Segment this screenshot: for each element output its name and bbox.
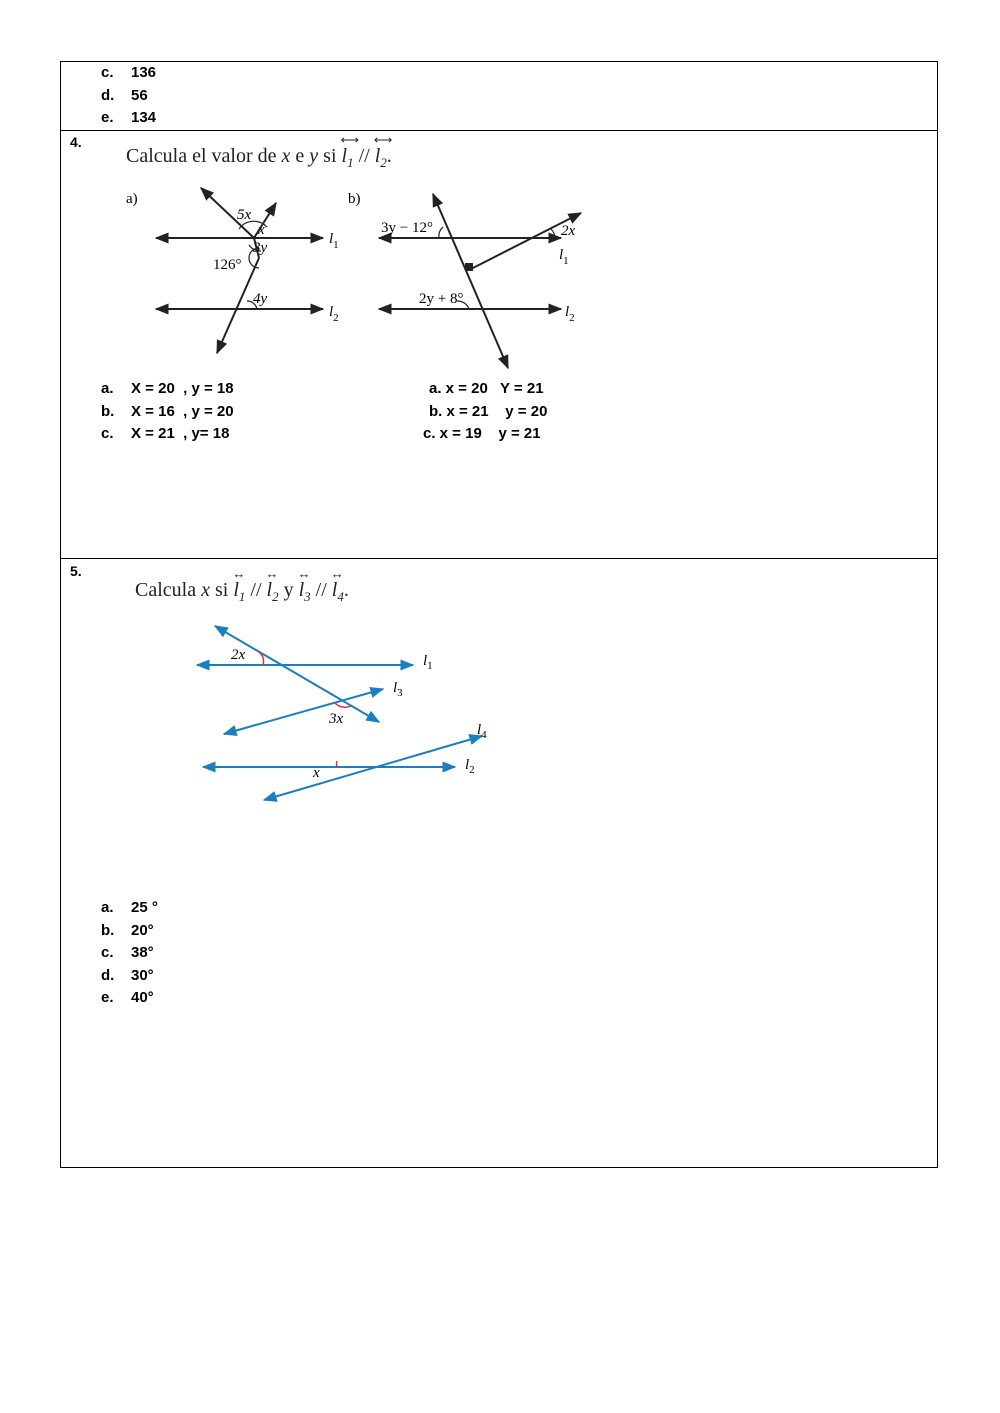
question-3-options-box — [60, 61, 938, 131]
transversal-b — [433, 194, 508, 368]
angle-x: x — [258, 222, 265, 238]
option-e: e. 134 — [101, 109, 157, 126]
option-a-figure-b: a. x = 20 Y = 21 — [429, 380, 544, 397]
option-a: a. 25 ° — [101, 899, 158, 916]
angle-3x: 3x — [329, 711, 344, 727]
vector-l2: ⟷ $l_2$ — [373, 132, 393, 170]
label-l3: $l_3$ — [393, 680, 403, 699]
angle-2y-8: 2y + 8° — [419, 291, 464, 307]
option-b-figure-b: b. x = 21 y = 20 — [429, 403, 548, 420]
label-l4: $l_4$ — [477, 722, 487, 741]
figure-a-label: a) — [126, 191, 138, 207]
transversal — [215, 626, 379, 722]
right-angle-marker — [465, 263, 473, 271]
figure-b-label: b) — [348, 191, 361, 207]
figure-q5 — [61, 559, 939, 1169]
angle-3y: 3y — [253, 240, 268, 256]
option-d: d. 30° — [101, 967, 154, 984]
option-c: c. 136 — [101, 64, 157, 81]
option-a-figure-a: a. X = 20 , y = 18 — [101, 380, 234, 397]
label-l2-a: $l_2$ — [329, 304, 339, 324]
label-l2-b: $l_2$ — [565, 304, 575, 324]
angle-3y-12: 3y − 12° — [381, 220, 433, 236]
label-l1-b: $l_1$ — [559, 247, 569, 267]
angle-5x: 5x — [237, 207, 252, 223]
angle-2x: 2x — [561, 223, 576, 239]
question-statement: Calcula el valor de x e y si ⟷ $l_1$ // ⟷ $l_2$. — [126, 132, 393, 170]
option-c-figure-b: c. x = 19 y = 21 — [423, 425, 541, 442]
question-number: 5. — [70, 563, 82, 579]
angle-4y: 4y — [253, 291, 268, 307]
angle-126: 126° — [213, 257, 242, 273]
option-c: c. 38° — [101, 944, 154, 961]
label-l1-a: $l_1$ — [329, 231, 339, 251]
question-statement: Calcula x si ↔ $l_1$ // ↔ $l_2$ y ↔ $l_3$ // ↔ $l_4$. — [135, 566, 349, 604]
option-b-figure-a: b. X = 16 , y = 20 — [101, 403, 234, 420]
angle-2x: 2x — [231, 647, 246, 663]
question-number: 4. — [70, 134, 82, 150]
vector-l1: ↔ $l_1$ — [232, 566, 246, 604]
label-l2: $l_2$ — [465, 757, 475, 776]
vector-l3: ↔ $l_3$ — [297, 566, 311, 604]
label-l1: $l_1$ — [423, 653, 433, 672]
question-4-box — [60, 130, 938, 559]
vector-l2: ↔ $l_2$ — [265, 566, 279, 604]
vector-l1: ⟷ $l_1$ — [340, 132, 360, 170]
option-e: e. 40° — [101, 989, 154, 1006]
option-d: d. 56 — [101, 87, 148, 104]
question-5-box — [60, 558, 938, 1168]
figure-a — [61, 131, 939, 560]
option-b: b. 20° — [101, 922, 154, 939]
angle-x: x — [313, 765, 320, 781]
option-c-figure-a: c. X = 21 , y= 18 — [101, 425, 230, 442]
vector-l4: ↔ $l_4$ — [330, 566, 344, 604]
